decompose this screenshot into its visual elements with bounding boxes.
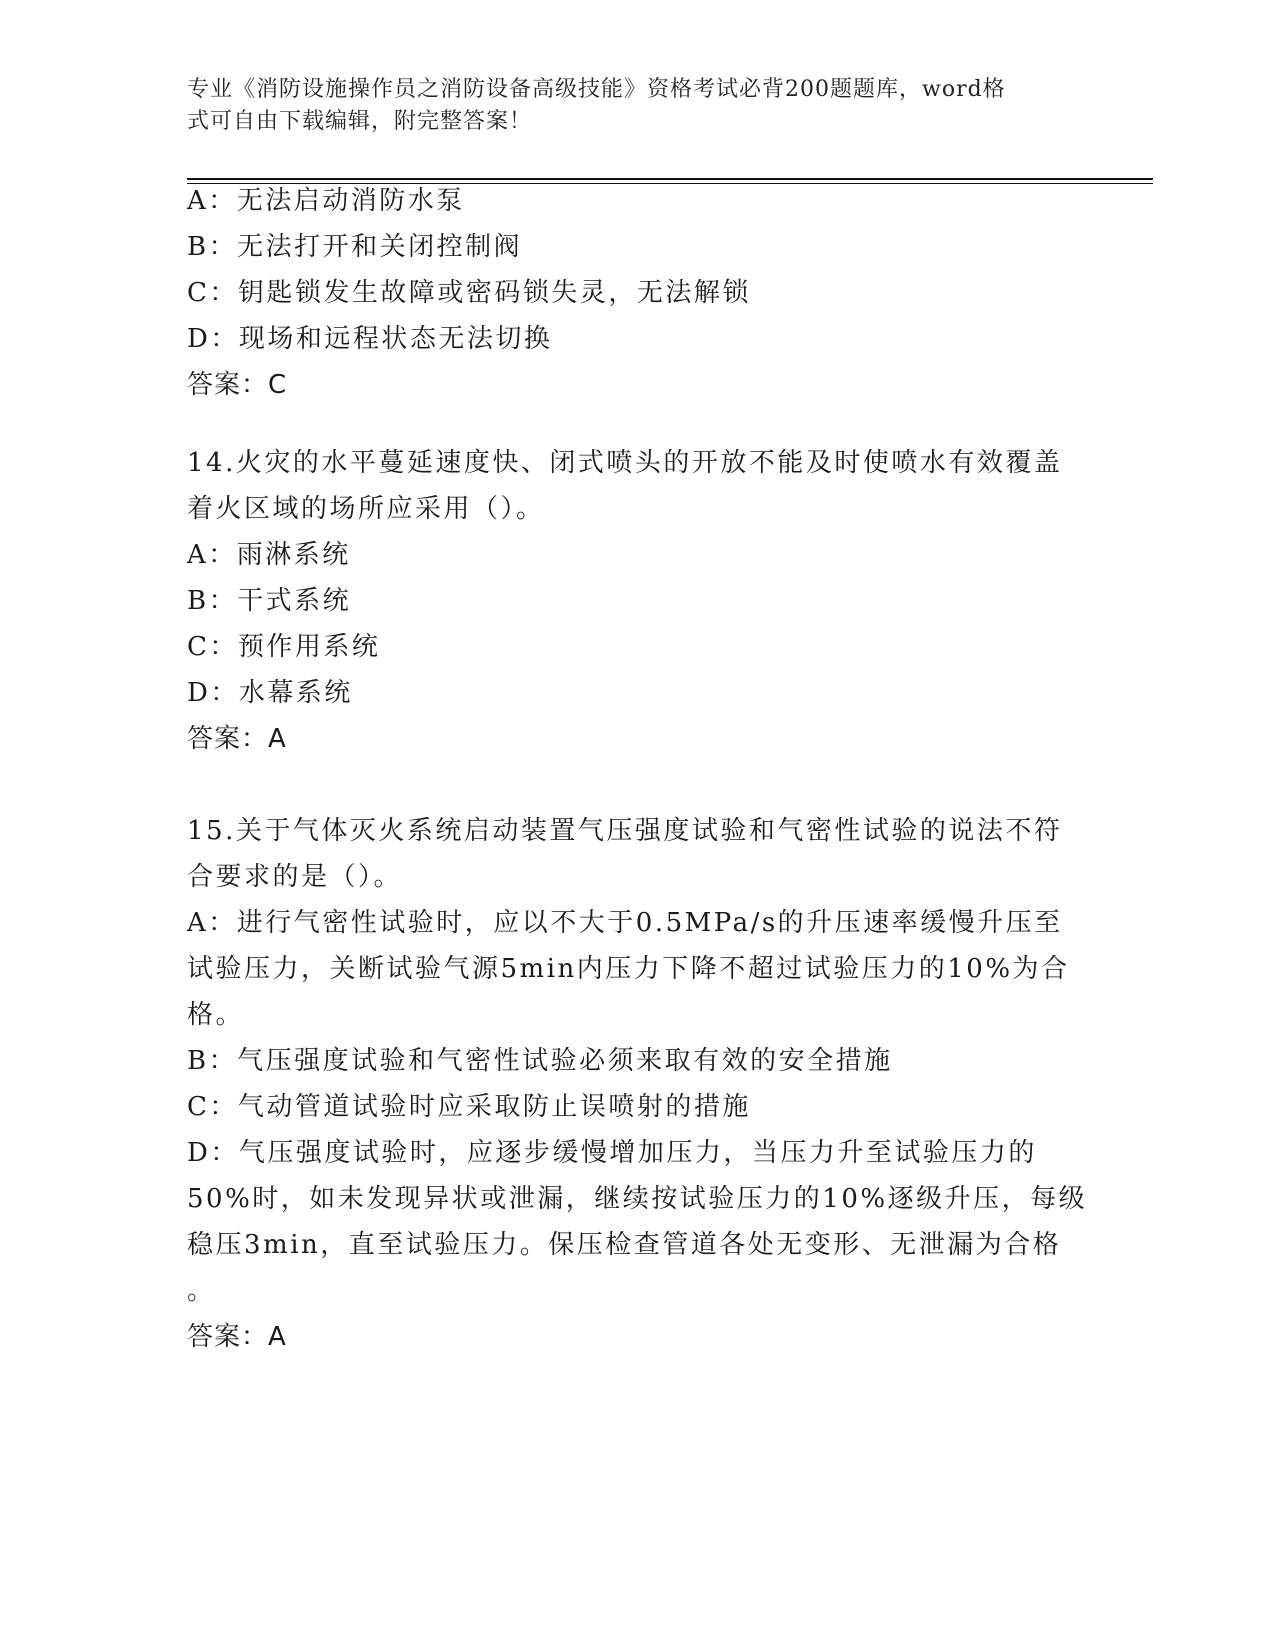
q15-option-c: C：气动管道试验时应采取防止误喷射的措施 <box>187 1092 751 1122</box>
q15-option-d-line-2: 50%时，如未发现异状或泄漏，继续按试验压力的10%逐级升压，每级 <box>187 1184 1088 1214</box>
question-13 <box>187 178 1087 408</box>
q13-option-d: D：现场和远程状态无法切换 <box>187 324 553 354</box>
q15-stem-line-1: 15.关于气体灭火系统启动装置气压强度试验和气密性试验的说法不符 <box>187 816 1063 846</box>
q15-stem-line-2: 合要求的是（）。 <box>187 862 403 892</box>
header-line-1: 专业《消防设施操作员之消防设备高级技能》资格考试必背200题题库，word格 <box>187 77 1006 102</box>
question-15 <box>187 808 1087 1360</box>
q14-answer: 答案：A <box>187 724 287 754</box>
q13-option-a: A：无法启动消防水泵 <box>187 186 465 216</box>
q14-stem-line-1: 14.火灾的水平蔓延速度快、闭式喷头的开放不能及时使喷水有效覆盖 <box>187 448 1063 478</box>
q15-option-a-line-3: 格。 <box>187 1000 245 1030</box>
q14-option-c: C：预作用系统 <box>187 632 381 662</box>
q14-stem-line-2: 着火区域的场所应采用（）。 <box>187 494 545 524</box>
q13-answer: 答案：C <box>187 370 288 400</box>
q15-answer: 答案：A <box>187 1322 287 1352</box>
q15-option-b: B：气压强度试验和气密性试验必须来取有效的安全措施 <box>187 1046 893 1076</box>
q14-option-d: D：水幕系统 <box>187 678 353 708</box>
header-line-2: 式可自由下载编辑，附完整答案！ <box>187 109 533 134</box>
q15-option-d-line-4: 。 <box>187 1276 216 1306</box>
q13-option-b: B：无法打开和关闭控制阀 <box>187 232 523 262</box>
q15-option-d-line-3: 稳压3min，直至试验压力。保压检查管道各处无变形、无泄漏为合格 <box>187 1230 1062 1260</box>
q15-option-a-line-1: A：进行气密性试验时，应以不大于0.5MPa/s的升压速率缓慢升压至 <box>187 908 1063 938</box>
q13-option-c: C：钥匙锁发生故障或密码锁失灵，无法解锁 <box>187 278 751 308</box>
q14-option-a: A：雨淋系统 <box>187 540 351 570</box>
q15-option-d-line-1: D：气压强度试验时，应逐步缓慢增加压力，当压力升至试验压力的 <box>187 1138 1037 1168</box>
q14-option-b: B：干式系统 <box>187 586 352 616</box>
question-14 <box>187 440 1087 762</box>
q15-option-a-line-2: 试验压力，关断试验气源5min内压力下降不超过试验压力的10%为合 <box>187 954 1070 984</box>
document-header <box>187 74 1067 138</box>
